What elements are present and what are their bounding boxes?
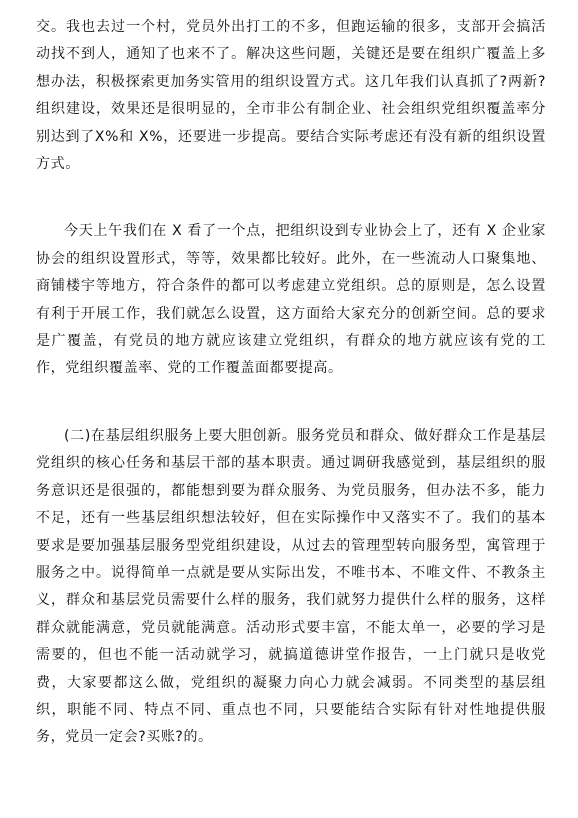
document-page: [36, 14, 546, 752]
paragraph-continuation: 交。我也去过一个村，党员外出打工的不多，但跑运输的很多，支部开会搞活动找不到人，通知了也来不了。解决这些问题，关键还是要在组织广覆盖上多想办法，积极探索更加务实管用的组织设置方式。这几年我们认真抓了?两新?组织建设，效果还是很明显的，全市非公有制企业、社会组织党组织覆盖率分别达到了X%和 X%，还要进一步提高。要结合实际考虑还有没有新的组织设置方式。: [36, 19, 546, 173]
paragraph-association-setup: 今天上午我们在 X 看了一个点，把组织设到专业协会上了，还有 X 企业家协会的组织设置形式，等等，效果都比较好。此外，在一些流动人口聚集地、商铺楼宇等地方，符合条件的都可以考虑建立党组织。总的原则是，怎么设置有利于开展工作，我们就怎么设置，这方面给大家充分的创新空间。总的要求是广覆盖，有党员的地方就应该建立党组织，有群众的地方就应该有党的工作，党组织覆盖率、党的工作覆盖面都要提高。: [36, 223, 546, 377]
paragraph-service-innovation: (二)在基层组织服务上要大胆创新。服务党员和群众、做好群众工作是基层党组织的核心任务和基层干部的基本职责。通过调研我感觉到，基层组织的服务意识还是很强的，都能想到要为群众服务、为党员服务，但办法不多，能力不足，还有一些基层组织想法较好，但在实际操作中又落实不了。我们的基本要求是要加强基层服务型党组织建设，从过去的管理型转向服务型，寓管理于服务之中。说得简单一点就是要从实际出发，不唯书本、不唯文件、不教条主义，群众和基层党员需要什么样的服务，我们就努力提供什么样的服务，这样群众就能满意，党员就能满意。活动形式要丰富，不能太单一，必要的学习是需要的，但也不能一活动就学习，就搞道德讲堂作报告，一上门就只是收党费，大家要都这么做，党组织的凝聚力向心力就会减弱。不同类型的基层组织，职能不同、特点不同、重点也不同，只要能结合实际有针对性地提供服务，党员一定会?买账?的。: [36, 427, 546, 746]
